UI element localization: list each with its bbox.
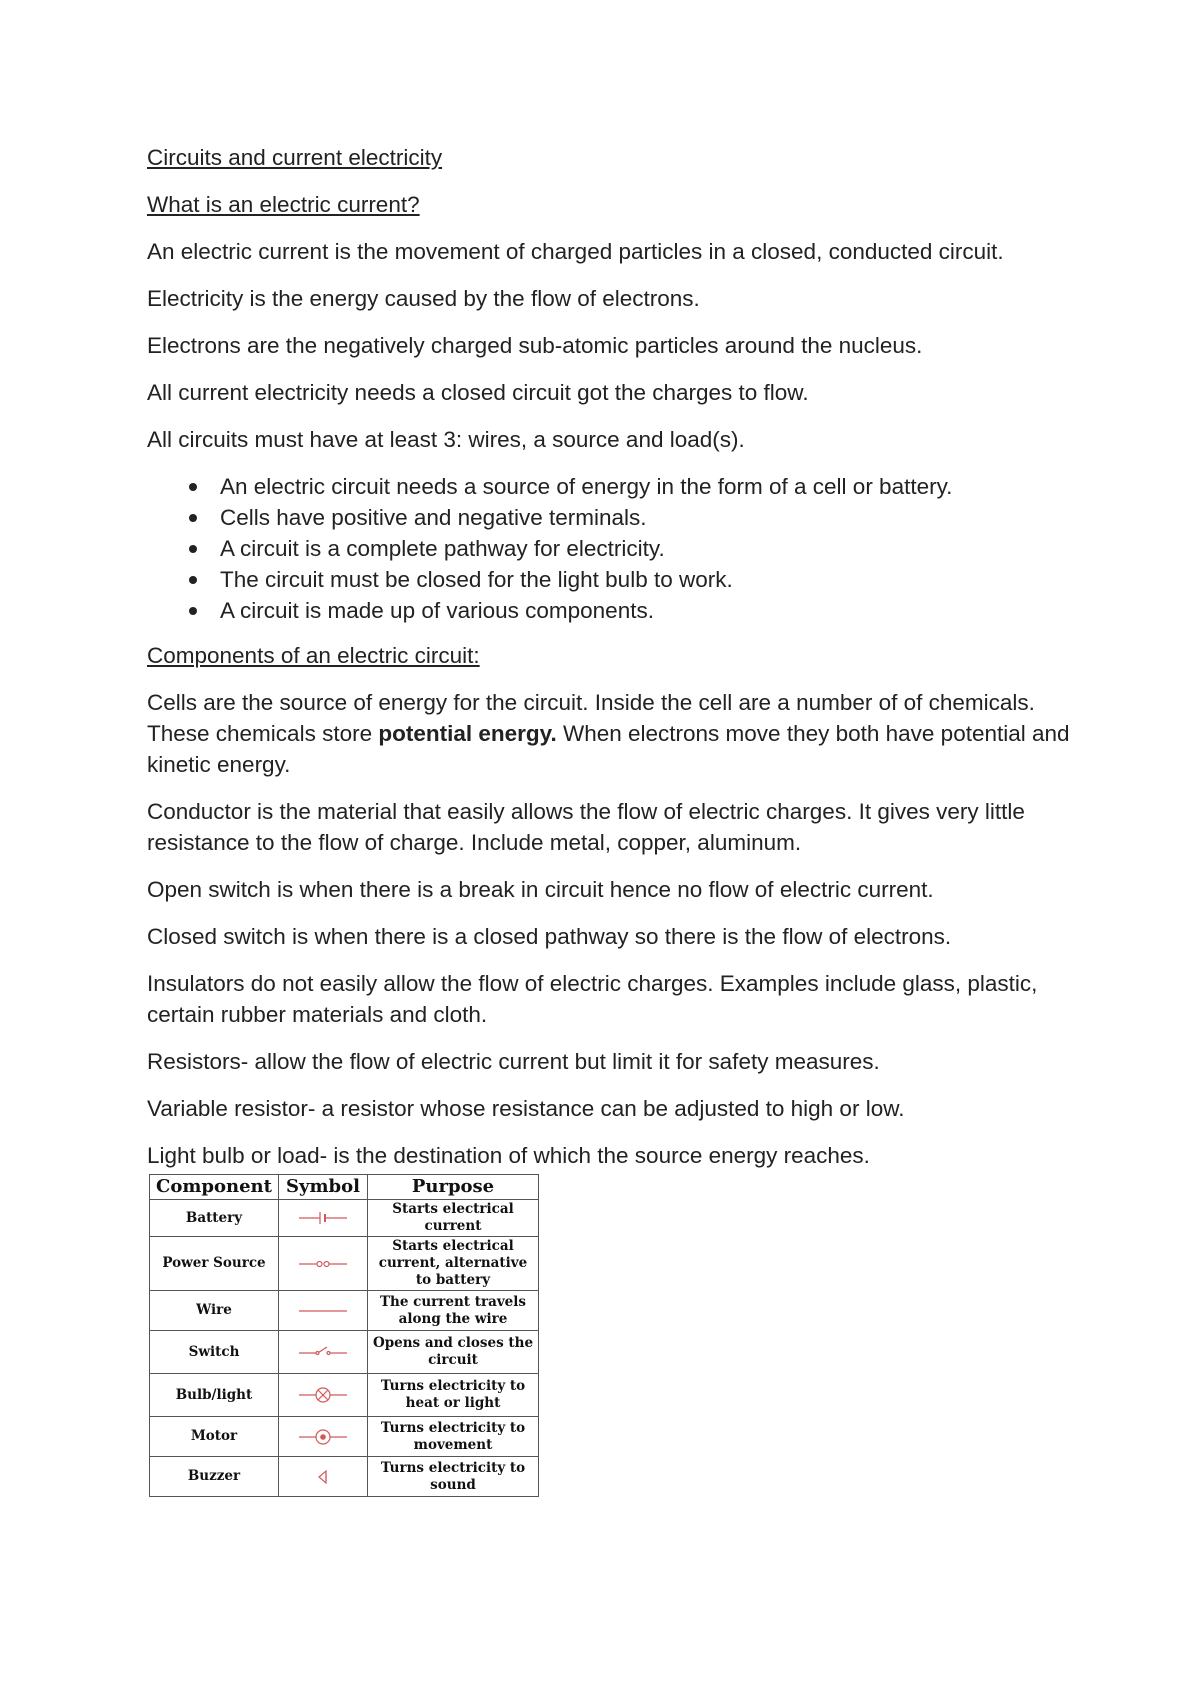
paragraph: Electricity is the energy caused by the flow of electrons. xyxy=(147,286,700,311)
buzzer-symbol-icon xyxy=(293,1468,353,1486)
bulb-symbol-icon xyxy=(293,1386,353,1404)
table-row xyxy=(150,1291,539,1331)
paragraph-cells xyxy=(147,687,1077,780)
switch-symbol-icon xyxy=(293,1343,353,1361)
paragraph: All circuits must have at least 3: wires, a source and load(s). xyxy=(147,427,745,452)
table-header-row xyxy=(150,1175,539,1200)
bold-term: potential energy. xyxy=(378,721,557,746)
symbol-cell xyxy=(279,1331,368,1374)
paragraph: Light bulb or load- is the destination of which the source energy reaches. xyxy=(147,1143,870,1168)
purpose-cell: Turns electricity to sound xyxy=(368,1457,539,1497)
paragraph: Conductor is the material that easily allows the flow of electric charges. It gives very little resistance to the flow of charge. Include metal, copper, aluminum. xyxy=(147,799,1025,855)
paragraph: Resistors- allow the flow of electric current but limit it for safety measures. xyxy=(147,1049,880,1074)
bullet-list xyxy=(147,471,1077,626)
motor-symbol-icon xyxy=(293,1428,353,1446)
table-row xyxy=(150,1237,539,1291)
component-cell: Battery xyxy=(150,1200,279,1237)
symbol-cell xyxy=(279,1457,368,1497)
table-row xyxy=(150,1457,539,1497)
paragraph: An electric current is the movement of charged particles in a closed, conducted circuit. xyxy=(147,239,1004,264)
header-purpose: Purpose xyxy=(368,1175,539,1200)
battery-symbol-icon xyxy=(293,1209,353,1227)
text-run: Cells are the source of energy for the circuit. Inside the cell are a number of of chemicals. These chemicals store xyxy=(147,690,1035,746)
purpose-cell: Opens and closes the circuit xyxy=(368,1331,539,1374)
section-heading-components: Components of an electric circuit: xyxy=(147,643,480,668)
component-cell: Wire xyxy=(150,1291,279,1331)
symbol-cell xyxy=(279,1291,368,1331)
symbol-cell xyxy=(279,1200,368,1237)
table-row xyxy=(150,1417,539,1457)
purpose-cell: Starts electrical current, alternative to battery xyxy=(368,1237,539,1291)
list-item: Cells have positive and negative terminals. xyxy=(220,502,1077,533)
paragraph: Variable resistor- a resistor whose resistance can be adjusted to high or low. xyxy=(147,1096,905,1121)
paragraph: All current electricity needs a closed circuit got the charges to flow. xyxy=(147,380,809,405)
list-item: The circuit must be closed for the light bulb to work. xyxy=(220,564,1077,595)
document-page xyxy=(147,142,1077,1497)
text-run: When electrons move they both have potential and kinetic energy. xyxy=(147,721,1070,777)
component-cell: Buzzer xyxy=(150,1457,279,1497)
paragraph: Insulators do not easily allow the flow of electric charges. Examples include glass, plastic, certain rubber materials and cloth. xyxy=(147,971,1038,1027)
symbol-cell xyxy=(279,1417,368,1457)
header-component: Component xyxy=(150,1175,279,1200)
paragraph: Electrons are the negatively charged sub-atomic particles around the nucleus. xyxy=(147,333,923,358)
component-cell: Power Source xyxy=(150,1237,279,1291)
paragraph: Open switch is when there is a break in circuit hence no flow of electric current. xyxy=(147,877,934,902)
paragraph: Closed switch is when there is a closed pathway so there is the flow of electrons. xyxy=(147,924,952,949)
component-cell: Switch xyxy=(150,1331,279,1374)
components-table xyxy=(149,1174,539,1497)
list-item: A circuit is a complete pathway for electricity. xyxy=(220,533,1077,564)
purpose-cell: Starts electrical current xyxy=(368,1200,539,1237)
section-heading-current: What is an electric current? xyxy=(147,192,420,217)
component-cell: Bulb/light xyxy=(150,1374,279,1417)
component-cell: Motor xyxy=(150,1417,279,1457)
table-row xyxy=(150,1374,539,1417)
table-row xyxy=(150,1331,539,1374)
power-source-symbol-icon xyxy=(293,1255,353,1273)
header-symbol: Symbol xyxy=(279,1175,368,1200)
symbol-cell xyxy=(279,1374,368,1417)
table-row xyxy=(150,1200,539,1237)
list-item: An electric circuit needs a source of energy in the form of a cell or battery. xyxy=(220,471,1077,502)
list-item: A circuit is made up of various components. xyxy=(220,595,1077,626)
wire-symbol-icon xyxy=(293,1302,353,1320)
purpose-cell: Turns electricity to movement xyxy=(368,1417,539,1457)
purpose-cell: Turns electricity to heat or light xyxy=(368,1374,539,1417)
purpose-cell: The current travels along the wire xyxy=(368,1291,539,1331)
document-title: Circuits and current electricity xyxy=(147,145,443,170)
symbol-cell xyxy=(279,1237,368,1291)
